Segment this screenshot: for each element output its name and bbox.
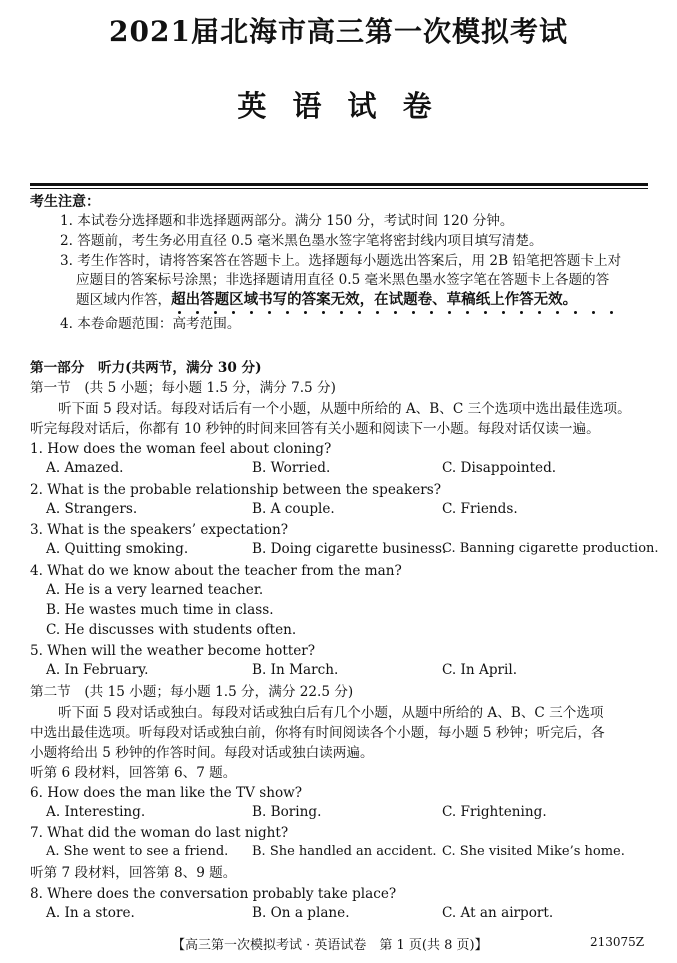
q4-stem: 4. What do we know about the teacher from the man? bbox=[30, 563, 402, 579]
q6-option-c: C. Frightening. bbox=[442, 804, 547, 820]
q2-option-a: A. Strangers. bbox=[46, 501, 138, 517]
q4-option-c: C. He discusses with students often. bbox=[46, 622, 297, 638]
q2-stem: 2. What is the probable relationship between the speakers? bbox=[30, 482, 442, 498]
exam-subtitle: 英 语 试 卷 bbox=[237, 89, 440, 123]
notice-item-1: 1. 本试卷分选择题和非选择题两部分。满分 150 分，考试时间 120 分钟。 bbox=[60, 213, 514, 229]
q3-option-c: C. Banning cigarette production. bbox=[442, 541, 659, 556]
notice-emphasis: 超出答题区域书写的答案无效，在试题卷、草稿纸上作答无效。 bbox=[171, 291, 578, 308]
notice-item-3: 3. 考生作答时，请将答案答在答题卡上。选择题每小题选出答案后，用 2B 铅笔把答题卡上对 bbox=[60, 253, 622, 269]
q3-option-b: B. Doing cigarette business. bbox=[252, 541, 447, 557]
q1-option-c: C. Disappointed. bbox=[442, 460, 557, 476]
q5-stem: 5. When will the weather become hotter? bbox=[30, 643, 316, 659]
q7-option-a: A. She went to see a friend. bbox=[46, 844, 229, 859]
q3-stem: 3. What is the speakers’ expectation? bbox=[30, 522, 289, 538]
q3-option-a: A. Quitting smoking. bbox=[46, 541, 189, 557]
section1-heading: 第一节 (共 5 小题；每小题 1.5 分，满分 7.5 分) bbox=[30, 380, 336, 396]
q6-stem: 6. How does the man like the TV show? bbox=[30, 785, 303, 801]
q8-option-c: C. At an airport. bbox=[442, 905, 554, 921]
q5-option-c: C. In April. bbox=[442, 662, 518, 678]
q2-option-b: B. A couple. bbox=[252, 501, 335, 517]
notice-item-2: 2. 答题前，考生务必用直径 0.5 毫米黑色墨水签字笔将密封线内项目填写清楚。 bbox=[60, 233, 543, 249]
q4-option-b: B. He wastes much time in class. bbox=[46, 602, 274, 618]
q8-option-b: B. On a plane. bbox=[252, 905, 350, 921]
q8-option-a: A. In a store. bbox=[46, 905, 135, 921]
q7-option-c: C. She visited Mike’s home. bbox=[442, 844, 625, 859]
notice-item-3-cont2 bbox=[76, 290, 577, 310]
section2-instr-2: 中选出最佳选项。听每段对话或独白前，你将有时间阅读各个小题，每小题 5 秒钟；听完后，各 bbox=[30, 725, 605, 741]
q2-option-c: C. Friends. bbox=[442, 501, 518, 517]
q1-stem: 1. How does the woman feel about cloning? bbox=[30, 441, 332, 457]
q8-stem: 8. Where does the conversation probably take place? bbox=[30, 886, 397, 902]
notice-heading: 考生注意： bbox=[30, 194, 100, 210]
q6-option-a: A. Interesting. bbox=[46, 804, 146, 820]
header-rule-thin bbox=[30, 188, 648, 189]
q6-option-b: B. Boring. bbox=[252, 804, 322, 820]
q7-option-b: B. She handled an accident. bbox=[252, 844, 437, 859]
section2-heading: 第二节 (共 15 小题；每小题 1.5 分，满分 22.5 分) bbox=[30, 684, 354, 700]
paper-code: 213075Z bbox=[590, 935, 645, 949]
section1-instr-1: 听下面 5 段对话。每段对话后有一个小题，从题中所给的 A、B、C 三个选项中选出最佳选项。 bbox=[58, 401, 631, 417]
section2-instr-1: 听下面 5 段对话或独白。每段对话或独白后有几个小题，从题中所给的 A、B、C 三个选项 bbox=[58, 705, 604, 721]
q7-stem: 7. What did the woman do last night? bbox=[30, 825, 289, 841]
q1-option-a: A. Amazed. bbox=[46, 460, 124, 476]
material-8-9: 听第 7 段材料，回答第 8、9 题。 bbox=[30, 865, 237, 881]
section2-instr-3: 小题将给出 5 秒钟的作答时间。每段对话或独白读两遍。 bbox=[30, 745, 374, 761]
part1-heading: 第一部分 听力(共两节，满分 30 分) bbox=[30, 360, 262, 376]
material-6-7: 听第 6 段材料，回答第 6、7 题。 bbox=[30, 765, 237, 781]
exam-title: 2021届北海市高三第一次模拟考试 bbox=[109, 15, 568, 48]
notice-item-3-cont: 应题目的答案标号涂黑；非选择题请用直径 0.5 毫米黑色墨水签字笔在答题卡上各题的答 bbox=[76, 272, 610, 288]
notice-item-3-end: 题区域内作答， bbox=[76, 292, 172, 308]
notice-item-4: 4. 本卷命题范围：高考范围。 bbox=[60, 316, 241, 332]
page-footer: 【高三第一次模拟考试 · 英语试卷 第 1 页(共 8 页)】 bbox=[172, 938, 488, 953]
q4-option-a: A. He is a very learned teacher. bbox=[46, 582, 264, 598]
q5-option-b: B. In March. bbox=[252, 662, 339, 678]
q1-option-b: B. Worried. bbox=[252, 460, 331, 476]
q5-option-a: A. In February. bbox=[46, 662, 149, 678]
header-rule-thick bbox=[30, 183, 648, 186]
section1-instr-2: 听完每段对话后，你都有 10 秒钟的时间来回答有关小题和阅读下一小题。每段对话仅读一遍。 bbox=[30, 421, 600, 437]
